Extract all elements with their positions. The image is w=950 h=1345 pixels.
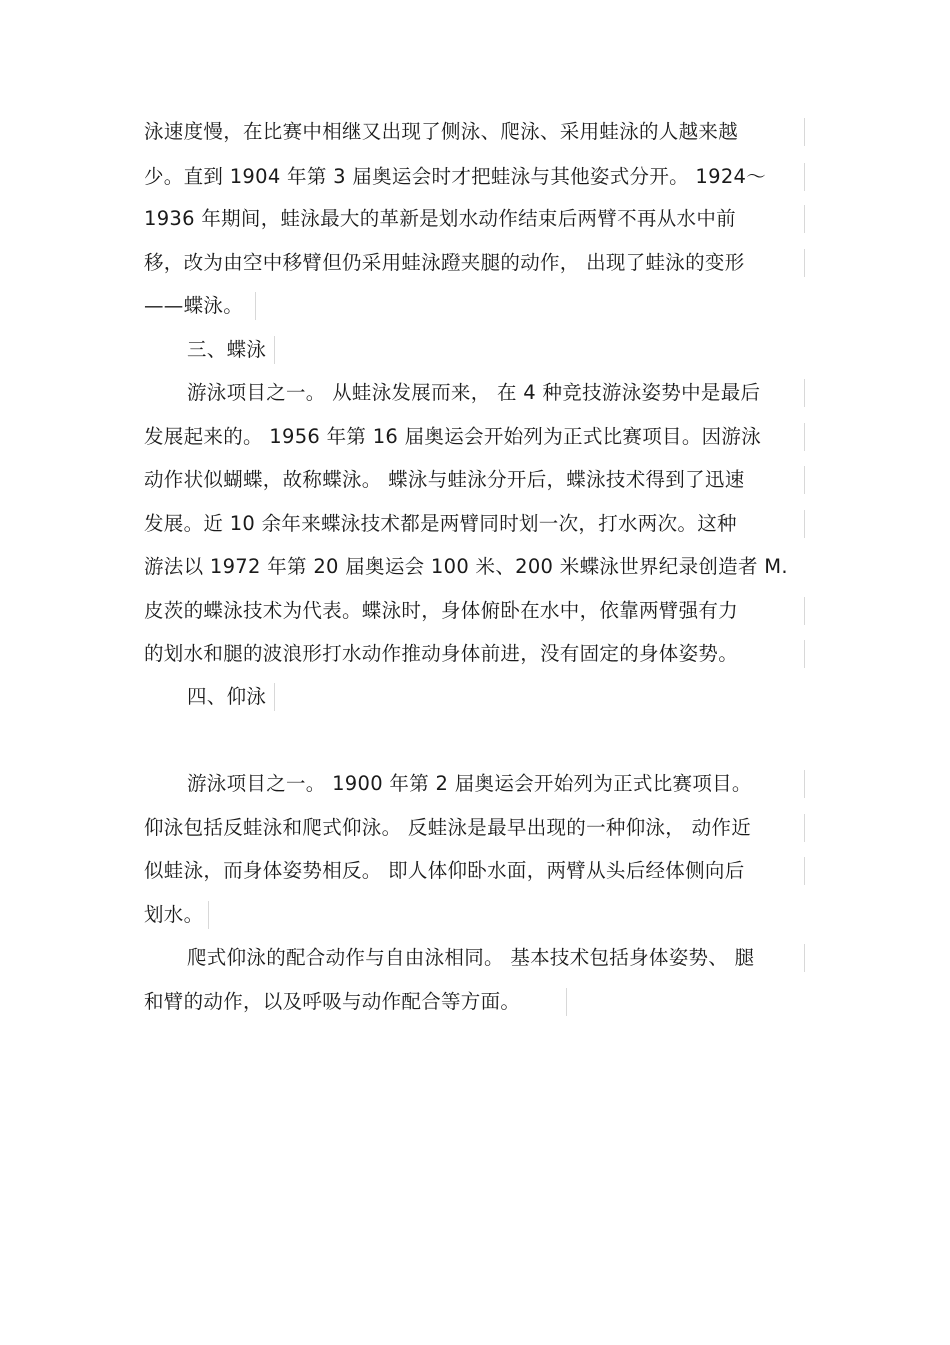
line-end-rule — [804, 423, 805, 451]
paragraph-line: 发展起来的。 1956 年第 16 届奥运会开始列为正式比赛项目。因游泳 — [144, 425, 762, 448]
line-end-rule — [804, 640, 805, 668]
paragraph-line: 仰泳包括反蛙泳和爬式仰泳。 反蛙泳是最早出现的一种仰泳， 动作近 — [144, 816, 751, 839]
paragraph-line: 少。直到 1904 年第 3 届奥运会时才把蛙泳与其他姿式分开。 1924～ — [144, 165, 767, 188]
line-end-rule — [804, 205, 805, 233]
line-end-rule — [804, 944, 805, 972]
section-heading-butterfly: 三、蝶泳 — [187, 338, 267, 361]
line-end-rule — [804, 597, 805, 625]
paragraph-line: 和臂的动作，以及呼吸与动作配合等方面。 — [144, 990, 521, 1013]
line-end-rule — [274, 683, 275, 711]
paragraph-line: 动作状似蝴蝶，故称蝶泳。 蝶泳与蛙泳分开后，蝶泳技术得到了迅速 — [144, 468, 745, 491]
paragraph-line: 游泳项目之一。 1900 年第 2 届奥运会开始列为正式比赛项目。 — [187, 772, 752, 795]
paragraph-line: 游泳项目之一。 从蛙泳发展而来， 在 4 种竞技游泳姿势中是最后 — [187, 381, 761, 404]
line-end-rule — [255, 292, 256, 320]
line-end-rule — [804, 770, 805, 798]
line-end-rule — [274, 336, 275, 364]
line-end-rule — [566, 988, 567, 1016]
paragraph-line: 发展。近 10 余年来蝶泳技术都是两臂同时划一次，打水两次。这种 — [144, 512, 737, 535]
paragraph-line: ——蝶泳。 — [144, 294, 243, 317]
paragraph-line: 似蛙泳，而身体姿势相反。 即人体仰卧水面，两臂从头后经体侧向后 — [144, 859, 745, 882]
paragraph-line: 游法以 1972 年第 20 届奥运会 100 米、200 米蝶泳世界纪录创造者 M. — [144, 555, 788, 578]
paragraph-line: 爬式仰泳的配合动作与自由泳相同。 基本技术包括身体姿势、 腿 — [187, 946, 755, 969]
line-end-rule — [804, 510, 805, 538]
line-end-rule — [804, 163, 805, 191]
line-end-rule — [804, 249, 805, 277]
line-end-rule — [804, 466, 805, 494]
line-end-rule — [804, 379, 805, 407]
paragraph-line: 1936 年期间，蛙泳最大的革新是划水动作结束后两臂不再从水中前 — [144, 207, 736, 230]
paragraph-line: 泳速度慢，在比赛中相继又出现了侧泳、爬泳、采用蛙泳的人越来越 — [144, 120, 739, 143]
paragraph-line: 皮茨的蝶泳技术为代表。蝶泳时，身体俯卧在水中，依靠两臂强有力 — [144, 599, 739, 622]
paragraph-line: 移，改为由空中移臂但仍采用蛙泳蹬夹腿的动作， 出现了蛙泳的变形 — [144, 251, 745, 274]
paragraph-line: 的划水和腿的波浪形打水动作推动身体前进，没有固定的身体姿势。 — [144, 642, 739, 665]
line-end-rule — [804, 814, 805, 842]
line-end-rule — [804, 857, 805, 885]
line-end-rule — [804, 118, 805, 146]
paragraph-line: 划水。 — [144, 903, 204, 926]
line-end-rule — [208, 901, 209, 929]
section-heading-backstroke: 四、仰泳 — [187, 685, 267, 708]
